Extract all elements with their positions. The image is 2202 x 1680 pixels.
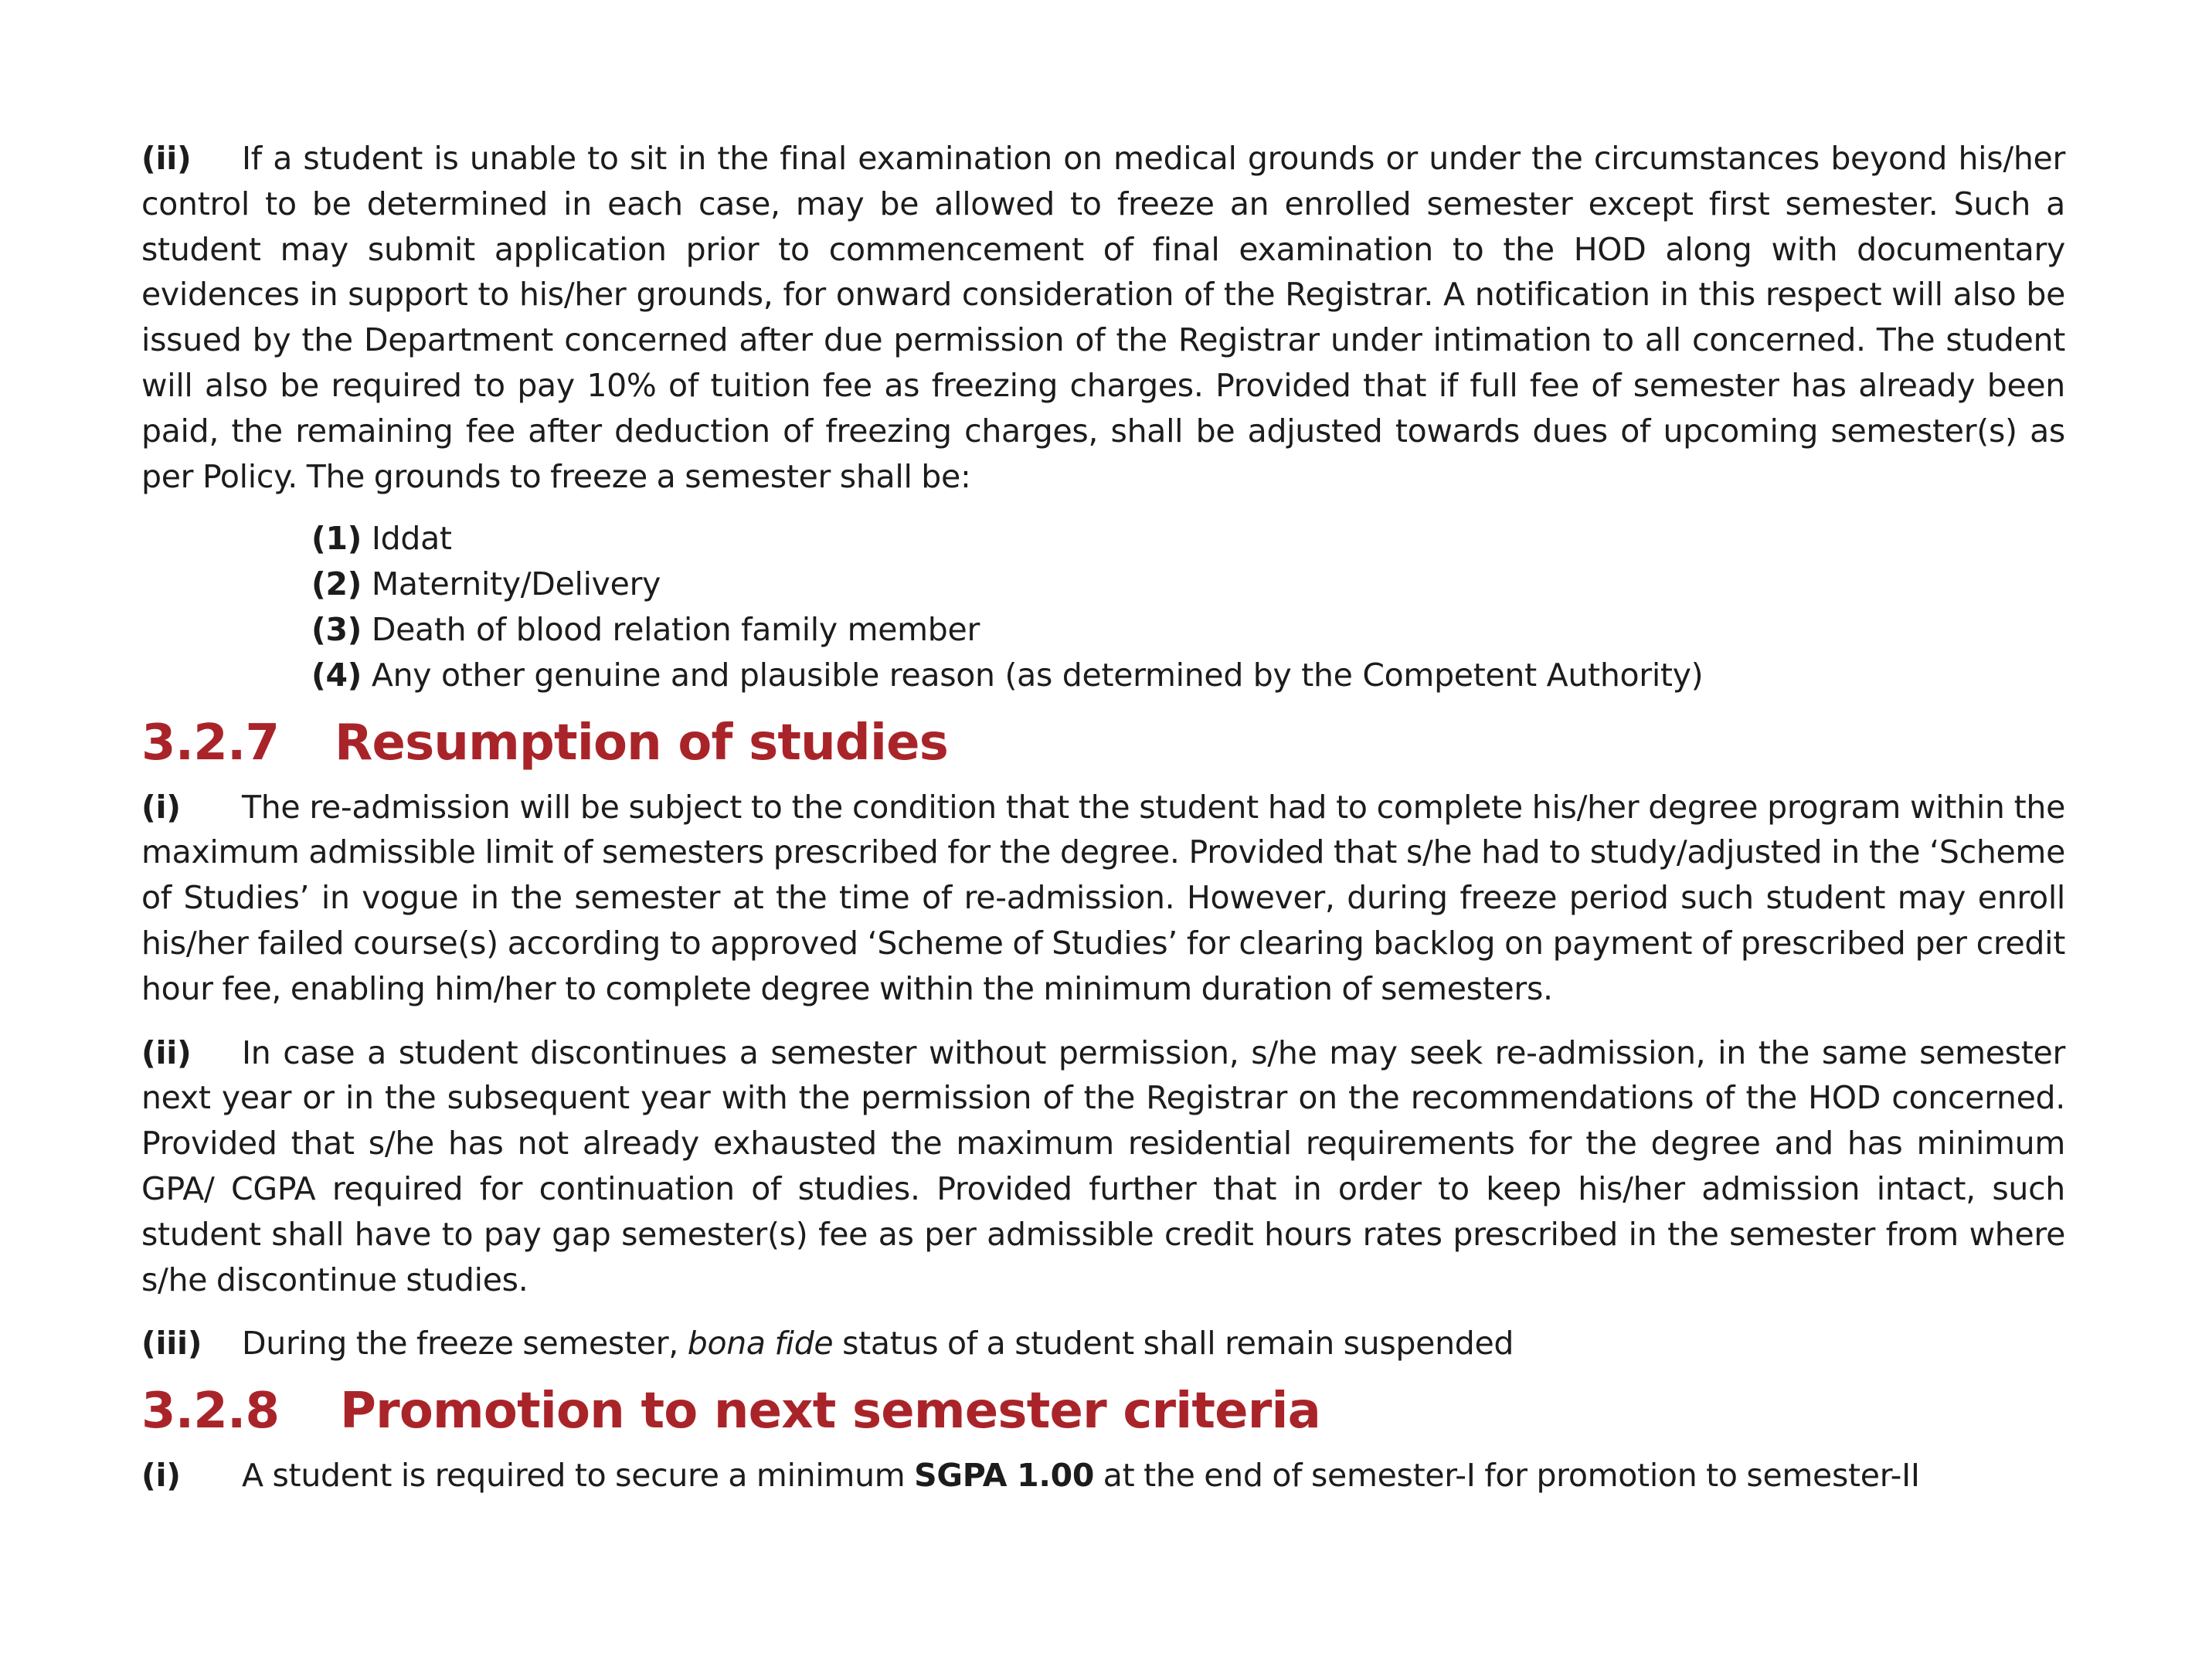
- paragraph-marker: (ii): [141, 1033, 192, 1071]
- paragraph-text: A student is required to secure a minimum: [242, 1457, 915, 1495]
- list-item-number: (4): [311, 656, 362, 694]
- section-heading-resumption: [141, 712, 2065, 774]
- list-item-text: Iddat: [371, 520, 452, 558]
- list-item-number: (2): [311, 565, 362, 603]
- paragraph-readmission: [141, 785, 2065, 1012]
- list-item: [311, 653, 2065, 698]
- paragraph-text: In case a student discontinues a semester without permission, s/he may seek re-admission, in the same semester next year or in the subsequent year with the permission of the Registrar on the recommendations of the HOD concerned. Provided that s/he has not already exhausted the maximum residential requirements for the degree and has minimum GPA/ CGPA required for continuation of studies. Provided further that in order to keep his/her admission intact, such student shall have to pay gap semester(s) fee as per admissible credit hours rates prescribed in the semester from where s/he discontinue studies.: [141, 1033, 2065, 1298]
- paragraph-text: During the freeze semester,: [242, 1325, 688, 1363]
- spacer: [141, 1302, 2065, 1321]
- list-item-text: Maternity/Delivery: [371, 565, 661, 603]
- section-number: 3.2.7: [141, 714, 280, 772]
- paragraph-marker: (i): [141, 788, 181, 826]
- paragraph-discontinue: [141, 1030, 2065, 1303]
- list-item-text: Death of blood relation family member: [371, 610, 980, 648]
- section-heading-promotion: [141, 1380, 2065, 1442]
- list-item: [311, 516, 2065, 562]
- spacer: [141, 1012, 2065, 1030]
- paragraph-marker: (ii): [141, 140, 192, 177]
- paragraph-text: status of a student shall remain suspended: [833, 1325, 1514, 1363]
- section-title: Promotion to next semester criteria: [340, 1383, 1321, 1441]
- paragraph-text: The re-admission will be subject to the condition that the student had to complete his/her degree program within the maximum admissible limit of semesters prescribed for the degree. Provided that s/he had to study/adjusted in the ‘Scheme of Studies’ in vogue in the semester at the time of re-admission. However, during freeze period such student may enroll his/her failed course(s) according to approved ‘Scheme of Studies’ for clearing backlog on payment of prescribed per credit hour fee, enabling him/her to complete degree within the minimum duration of semesters.: [141, 788, 2065, 1007]
- list-item-number: (1): [311, 520, 362, 558]
- paragraph-text: at the end of semester-I for promotion to semester-II: [1094, 1457, 1920, 1495]
- list-item-text: Any other genuine and plausible reason (as determined by the Competent Authority): [371, 656, 1704, 694]
- freeze-grounds-list: [311, 516, 2065, 697]
- paragraph-sgpa-requirement: [141, 1453, 2065, 1498]
- paragraph-bold-text: SGPA 1.00: [914, 1457, 1095, 1495]
- list-item: [311, 607, 2065, 653]
- section-number: 3.2.8: [141, 1383, 280, 1441]
- section-title: Resumption of studies: [335, 714, 948, 772]
- paragraph-freeze-semester: [141, 136, 2065, 499]
- list-item: [311, 562, 2065, 607]
- list-item-number: (3): [311, 610, 362, 648]
- paragraph-marker: (i): [141, 1457, 181, 1495]
- paragraph-marker: (iii): [141, 1325, 202, 1363]
- paragraph-italic-text: bona fide: [687, 1325, 834, 1363]
- paragraph-bona-fide: [141, 1321, 2065, 1366]
- paragraph-text: If a student is unable to sit in the final examination on medical grounds or under the circumstances beyond his/her control to be determined in each case, may be allowed to freeze an enrolled semester except first semester. Such a student may submit application prior to commencement of final examination to the HOD along with documentary evidences in support to his/her grounds, for onward consideration of the Registrar. A notification in this respect will also be issued by the Department concerned after due permission of the Registrar under intimation to all concerned. The student will also be required to pay 10% of tuition fee as freezing charges. Provided that if full fee of semester has already been paid, the remaining fee after deduction of freezing charges, shall be adjusted towards dues of upcoming semester(s) as per Policy. The grounds to freeze a semester shall be:: [141, 140, 2065, 495]
- document-page: [141, 136, 2065, 1498]
